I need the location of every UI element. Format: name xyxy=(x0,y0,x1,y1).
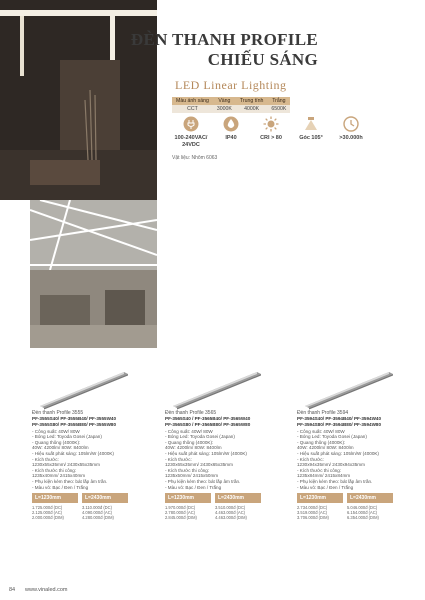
price-line: 5.046.000đ (DC) xyxy=(347,505,378,511)
price-column xyxy=(215,505,261,520)
detail-line: - Hiệu suất phát sáng: 105lm/W (4000K) xyxy=(165,450,247,456)
length-badges xyxy=(32,493,142,503)
page-number: 84 xyxy=(9,587,16,593)
price-column xyxy=(82,505,128,520)
product-card-3555 xyxy=(32,368,142,520)
price-columns xyxy=(32,505,142,520)
detail-line: 1235x50mm/ 2415x50mm xyxy=(165,473,219,479)
cct-value-cell: 3000K xyxy=(213,105,236,113)
detail-line: - Bóng Led: Toyoda Gosei (Japan) xyxy=(297,434,367,440)
price-line: 3.706.000đ (DIM) xyxy=(297,515,329,521)
sun-icon xyxy=(263,116,279,132)
detail-line: 40W: 4200lm/ 80W: 8400lm xyxy=(165,445,222,451)
length-badges xyxy=(165,493,275,503)
price-line: 1.970.000đ (DC) xyxy=(165,505,196,511)
cct-value-cell: 4000K xyxy=(236,105,267,113)
product-details xyxy=(165,429,275,491)
price-column xyxy=(297,505,343,520)
detail-line: - Bóng Led: Toyoda Gosei (Japan) xyxy=(32,434,102,440)
detail-line: - Kích thước thi công: xyxy=(165,467,210,473)
price-line: 1.725.000đ (DC) xyxy=(32,505,63,511)
spec-voltage-label: 100-240VAC/ 24VDC xyxy=(174,135,208,148)
product-card-3594 xyxy=(297,368,407,520)
cct-table xyxy=(172,97,290,113)
detail-line: - Quang thông (4000K): xyxy=(32,439,81,445)
detail-line: - Kích thước: xyxy=(165,456,192,462)
length-badge: L=2430mm xyxy=(215,493,261,503)
product-name: Đèn thanh Profile 3565 xyxy=(165,410,217,416)
spec-voltage xyxy=(172,116,210,149)
price-line: 2.845.000đ (DIM) xyxy=(165,515,197,521)
material-note: Vật liệu: Nhôm 6063 xyxy=(172,155,218,161)
product-codes xyxy=(165,416,275,428)
product-details xyxy=(297,429,407,491)
detail-line: - Kích thước: xyxy=(32,456,59,462)
product-code-line: PF-3555S40/ PF-3555B40/ PF-3555W40 xyxy=(32,416,117,421)
office-photo-ceiling-lights xyxy=(30,200,157,348)
detail-line: - Kích thước: xyxy=(297,456,324,462)
product-details xyxy=(32,429,142,491)
plug-icon xyxy=(183,116,199,132)
website-link[interactable]: www.vinaled.com xyxy=(25,587,68,593)
length-badges xyxy=(297,493,407,503)
detail-line: - Công suất: 40W/ 80W xyxy=(165,428,213,434)
clock-icon xyxy=(343,116,359,132)
price-line: 4.463.000đ (AC) xyxy=(215,510,246,516)
price-line: 4.090.000đ (AC) xyxy=(82,510,113,516)
spec-cri xyxy=(252,116,290,142)
detail-line: 40W: 4200lm/ 80W: 8400lm xyxy=(32,445,89,451)
product-code-line: PF-3565S80 / PF-3565B80/ PF-3565W80 xyxy=(165,421,251,427)
price-line: 2.125.000đ (AC) xyxy=(32,510,63,516)
page-title-line1: ĐÈN THANH PROFILE xyxy=(130,30,318,49)
product-name: Đèn thanh Profile 3594 xyxy=(297,410,349,416)
detail-line: - Kích thước thi công: xyxy=(32,467,77,473)
price-line: 6.354.000đ (DIM) xyxy=(347,515,379,521)
price-line: 6.154.000đ (AC) xyxy=(347,510,378,516)
price-column xyxy=(165,505,211,520)
length-badge: L=2430mm xyxy=(347,493,393,503)
detail-line: - Màu vỏ: Bạc / Đen / Trắng xyxy=(165,484,222,490)
linear-lamp-image xyxy=(297,368,407,410)
cct-header-cell: Màu ánh sáng xyxy=(172,97,213,105)
linear-lamp-image xyxy=(165,368,275,410)
price-line: 3.519.000đ (AC) xyxy=(297,510,328,516)
cct-value-cell: 6500K xyxy=(267,105,290,113)
price-line: 3.110.000đ (DC) xyxy=(82,505,112,511)
spec-lifetime-label: >30.000h xyxy=(339,135,363,141)
page-subtitle: LED Linear Lighting xyxy=(175,78,287,92)
detail-line: - Công suất: 40W/ 80W xyxy=(297,428,345,434)
product-codes xyxy=(297,416,407,428)
product-code-line: PF-3565S40 / PF-3565B40/ PF-3565W40 xyxy=(165,416,251,421)
price-line: 4.280.000đ (DIM) xyxy=(82,515,114,521)
page-title-line2: CHIẾU SÁNG xyxy=(207,50,318,69)
cct-value-cell: CCT xyxy=(172,105,213,113)
detail-line: - Bóng Led: Toyoda Gosei (Japan) xyxy=(165,434,235,440)
detail-line: - Hiệu suất phát sáng: 105lm/W (4000K) xyxy=(297,450,379,456)
detail-line: - Quang thông (4000K): xyxy=(165,439,214,445)
price-line: 4.463.000đ (DIM) xyxy=(215,515,247,521)
spec-angle xyxy=(292,116,330,142)
product-code-line: PF-3594S80/ PF-3594B80/ PF-3594W80 xyxy=(297,421,382,427)
price-columns xyxy=(297,505,407,520)
detail-line: - Quang thông (4000K): xyxy=(297,439,346,445)
spec-angle-label: Góc 105° xyxy=(299,135,323,141)
beam-angle-icon xyxy=(303,116,319,132)
detail-line: - Phụ kiện kèm theo: bát lắp âm trần. xyxy=(297,478,373,484)
price-line: 2.000.000đ (DIM) xyxy=(32,515,64,521)
cct-header-cell: Trắng xyxy=(267,97,290,105)
cct-header-cell: Vàng xyxy=(213,97,236,105)
price-line: 3.510.000đ (DC) xyxy=(215,505,246,511)
detail-line: - Kích thước thi công: xyxy=(297,467,342,473)
spec-lifetime xyxy=(332,116,370,142)
detail-line: 1235x40mm/ 2415x40mm xyxy=(32,473,86,479)
product-codes xyxy=(32,416,142,428)
length-badge: L=2430mm xyxy=(82,493,128,503)
detail-line: - Màu vỏ: Bạc / Đen / Trắng xyxy=(297,484,354,490)
product-name: Đèn thanh Profile 3555 xyxy=(32,410,84,416)
product-card-3565 xyxy=(165,368,275,520)
spec-cri-label: CRI > 80 xyxy=(260,135,282,141)
detail-line: 1230x94x35mm/ 2430x94x35mm xyxy=(297,462,365,468)
detail-line: - Phụ kiện kèm theo: bát lắp âm trần. xyxy=(165,478,241,484)
price-column xyxy=(347,505,393,520)
spec-ip-label: IP40 xyxy=(225,135,237,141)
detail-line: 1230x55x35mm/ 2430x55x35mm xyxy=(32,462,100,468)
length-badge: L=1230mm xyxy=(165,493,211,503)
spec-ip xyxy=(212,116,250,142)
linear-lamp-image xyxy=(32,368,142,410)
detail-line: 1230x65x35mm/ 2430x65x35mm xyxy=(165,462,233,468)
detail-line: - Phụ kiện kèm theo: bát lắp âm trần. xyxy=(32,478,108,484)
price-columns xyxy=(165,505,275,520)
detail-line: - Công suất: 40W/ 80W xyxy=(32,428,80,434)
water-drop-icon xyxy=(223,116,239,132)
length-badge: L=1230mm xyxy=(32,493,78,503)
price-line: 2.734.000đ (DC) xyxy=(297,505,328,511)
detail-line: - Hiệu suất phát sáng: 105lm/W (4000K) xyxy=(32,450,114,456)
price-column xyxy=(32,505,78,520)
detail-line: 1235x84mm/ 2415x84mm xyxy=(297,473,351,479)
detail-line: - Màu vỏ: Bạc / Đen / Trắng xyxy=(32,484,89,490)
price-line: 2.780.000đ (AC) xyxy=(165,510,196,516)
product-code-line: PF-3594S40/ PF-3594B40/ PF-3594W40 xyxy=(297,416,382,421)
product-code-line: PF-3555S80/ PF-3555B80/ PF-3555W80 xyxy=(32,421,117,427)
length-badge: L=1230mm xyxy=(297,493,343,503)
cct-header-cell: Trung tính xyxy=(236,97,267,105)
detail-line: 40W: 4200lm/ 80W: 8400lm xyxy=(297,445,354,451)
